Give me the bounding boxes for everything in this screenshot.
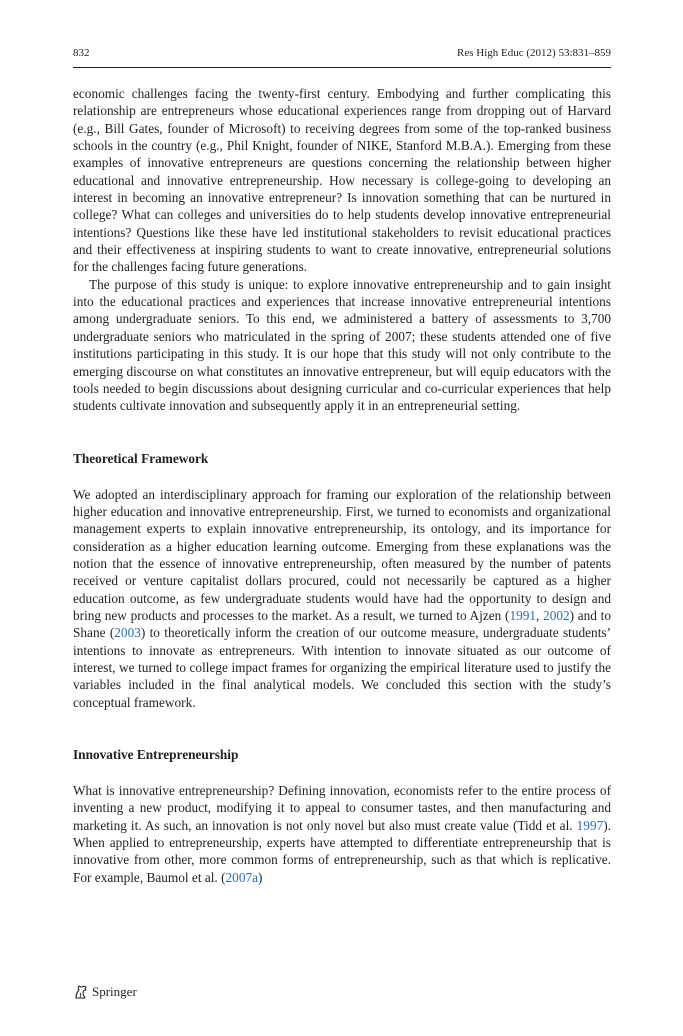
paragraph-text: We adopted an interdisciplinary approach for framing our exploration of the relationship between higher education and innovative entrepreneurship. First, we turned to economists and organizational management experts to explain innovative entrepreneurship, its ontology, and its importance for consideration as a higher education learning outcome. Emerging from these explanations was the notion that the essence of innovative entrepreneurship, often measured by the number of patents received or venture capitalist dollars procured, could not necessarily be captured as a higher education outcome, as few undergraduate students would have had the opportunity to design and bring new products and processes to the market. As a result, we turned to Ajzen ( bbox=[73, 486, 611, 623]
citation-link-baumol-2007a[interactable]: 2007a bbox=[225, 869, 259, 885]
citation-separator: , bbox=[536, 607, 544, 623]
publisher-footer bbox=[73, 984, 137, 1000]
springer-horse-icon bbox=[73, 984, 89, 1000]
page bbox=[73, 47, 611, 886]
citation-link-shane-2003[interactable]: 2003 bbox=[114, 625, 141, 641]
paragraph-continuation: economic challenges facing the twenty-first century. Embodying and further complicating this relationship are entrepreneurs whose educational experiences range from dropping out of Harvard (e.g., Bill Gates, founder of Microsoft) to receiving degrees from some of the top-ranked business schools in the country (e.g., Phil Knight, founder of NIKE, Stanford M.B.A.). Emerging from these examples of innovative entrepreneurs are questions concerning the relationship between higher educational and innovative entrepreneurship. How necessary is college-going to developing an interest in becoming an innovative entrepreneur? Is innovation something that can be nurtured in college? What can colleges and universities do to help students develop innovative entrepreneurial intentions? Questions like these have led institutional stakeholders to revisit educational practices and their effectiveness at inspiring students to want to create innovative, entrepreneurial solutions for the challenges facing future generations. bbox=[73, 86, 611, 275]
citation-link-ajzen-1991[interactable]: 1991 bbox=[509, 607, 537, 623]
citation-link-tidd-1997[interactable]: 1997 bbox=[576, 817, 604, 833]
paragraph-theoretical-framework bbox=[73, 486, 611, 711]
publisher-name: Springer bbox=[92, 984, 137, 999]
paragraph-text: What is innovative entrepreneurship? Defining innovation, economists refer to the entire process of inventing a new product, modifying it to appeal to consumer tastes, and then manufacturing and marketing it. As such, an innovation is not only novel but also must create value (Tidd et al. bbox=[73, 783, 611, 833]
section-heading-theoretical-framework: Theoretical Framework bbox=[73, 450, 209, 466]
citation-link-ajzen-2002[interactable]: 2002 bbox=[543, 607, 570, 623]
running-head bbox=[73, 47, 611, 68]
paragraph-text: ). When applied to entrepreneurship, experts have attempted to differentiate entrepreneurship that is innovative from other, more common forms of entrepreneurship, such as that which is replicative. For example, Baumol et al. ( bbox=[73, 817, 611, 885]
page-number: 832 bbox=[73, 47, 90, 59]
article-body bbox=[73, 85, 611, 886]
journal-citation: Res High Educ (2012) 53:831–859 bbox=[457, 47, 611, 59]
paragraph-purpose: The purpose of this study is unique: to explore innovative entrepreneurship and to gain insight into the educational practices and experiences that increase innovative entrepreneurial intentions among undergraduate seniors. To this end, we administered a battery of assessments to 3,700 undergraduate seniors who matriculated in the spring of 2007; these students attended one of five institutions participating in this study. It is our hope that this study will not only contribute to the emerging discourse on what constitutes an innovative entrepreneur, but will equip educators with the tools needed to begin discussions about designing curricular and co-curricular experiences that help students cultivate innovation and subsequently apply it in an entrepreneurial setting. bbox=[73, 276, 611, 414]
paragraph-text: ) to theoretically inform the creation of our outcome measure, undergraduate students’ intentions to innovate as entrepreneurs. With intention to innovate situated as our outcome of interest, we turned to college impact frames for organizing the empirical literature used to justify the variables included in the final analytical models. We concluded this section with the study’s conceptual framework. bbox=[73, 625, 612, 710]
paragraph-text: ) and to Shane ( bbox=[73, 607, 611, 641]
paragraph-innovative-entrepreneurship bbox=[73, 782, 611, 886]
section-heading-innovative-entrepreneurship: Innovative Entrepreneurship bbox=[73, 747, 239, 762]
paragraph-text: ) bbox=[258, 869, 263, 885]
